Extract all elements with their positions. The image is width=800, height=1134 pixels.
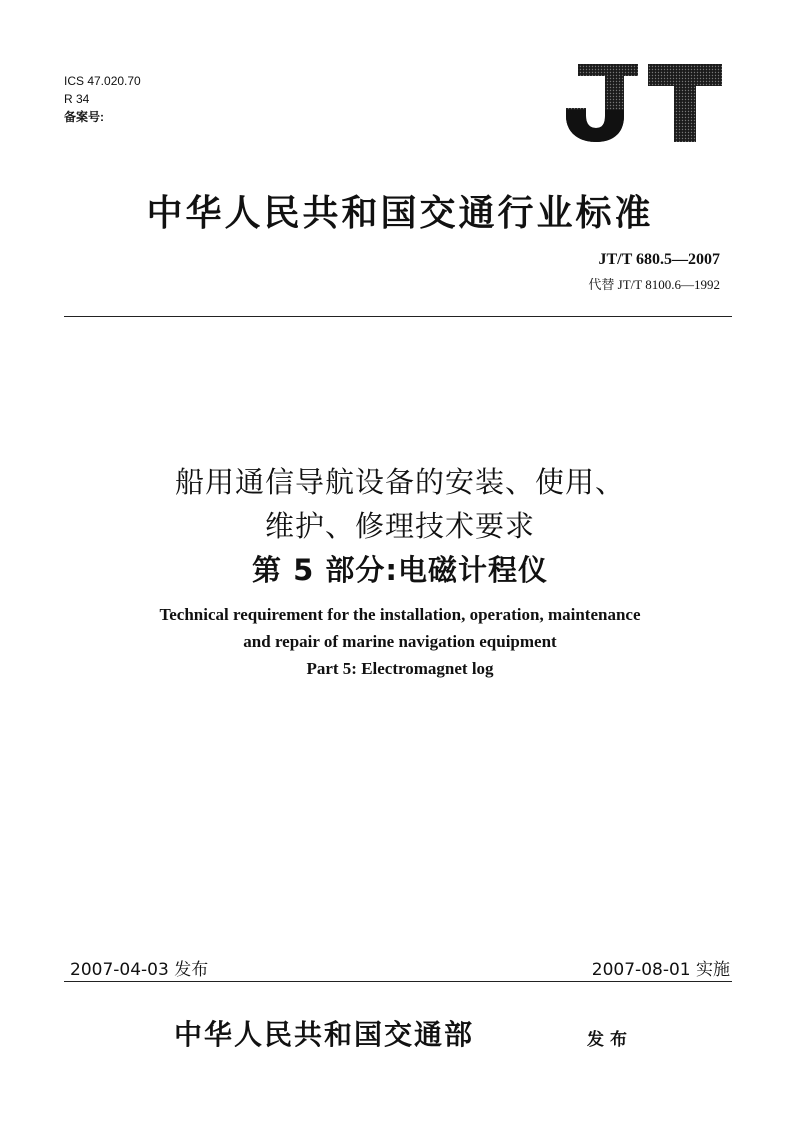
ics-code: ICS 47.020.70 — [64, 74, 141, 88]
english-title-line-3: Part 5: Electromagnet log — [306, 659, 494, 678]
top-divider — [64, 316, 732, 317]
classification-code: R 34 — [64, 92, 90, 106]
chinese-title-line-2: 维护、修理技术要求 — [264, 509, 535, 543]
english-title-line-1: Technical requirement for the installation, operation, maintenance — [159, 605, 641, 624]
jt-logo-icon — [564, 62, 724, 144]
bottom-divider — [64, 981, 732, 982]
standard-number: JT/T 680.5—2007 — [598, 251, 720, 268]
issue-label: 发布 — [587, 1030, 633, 1050]
standard-header-title: 中华人民共和国交通行业标准 — [146, 192, 654, 234]
issue-date: 2007-04-03 发布 — [70, 960, 209, 980]
replaces-standard: 代替 JT/T 8100.6—1992 — [588, 277, 720, 292]
filing-number-label: 备案号: — [64, 110, 104, 124]
chinese-title-line-1: 船用通信导航设备的安装、使用、 — [174, 465, 625, 499]
english-title-line-2: and repair of marine navigation equipment — [243, 632, 557, 651]
chinese-title-line-3: 第 5 部分:电磁计程仪 — [252, 553, 548, 587]
issuing-authority: 中华人民共和国交通部 — [174, 1018, 475, 1051]
implementation-date: 2007-08-01 实施 — [591, 960, 730, 980]
